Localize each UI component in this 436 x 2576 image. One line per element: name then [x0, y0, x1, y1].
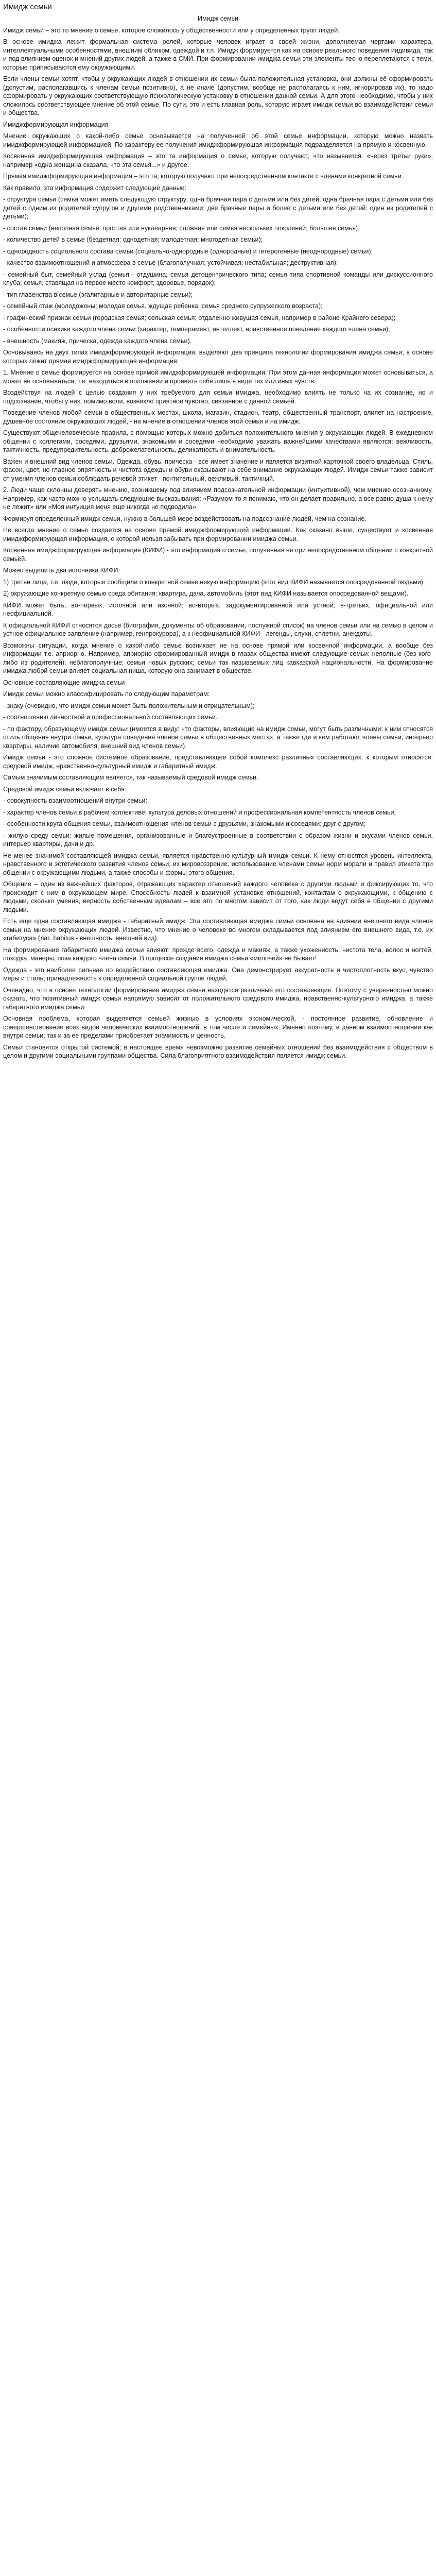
paragraph: Не всегда мнение о семье создается на основе прямой имиджформирующей информации. Как сказано выше, существует и косвенная имиджформирующая информация, о которой нельзя забывать при формировании имиджа семьи. — [3, 527, 433, 543]
paragraph: Можно выделить два источника КИФИ: — [3, 567, 120, 574]
paragraph: Косвенная имиджформирующая информация – это та информация о семье, которую получают, что называется, «через третьи руки», например «одна женщина сказала, что эта семья...» и другое. — [3, 152, 433, 168]
paragraph: Поведение членов любой семьи в общественных местах, школа, магазин, стадион, театр, общественный транспорт, влияет на настроение, душевное состояние окружающих людей, - на мнение в отношении членов этой семьи и на имидж. — [3, 409, 433, 425]
document-page — [0, 0, 436, 1069]
document-subtitle: Имидж семьи — [198, 15, 238, 22]
section-heading: Основные составляющие имиджа семьи — [3, 679, 125, 686]
paragraph: Имидж семьи можно классифицировать по следующим параметрам: — [3, 690, 210, 698]
paragraph: Основываясь на двух типах имиджформирующей информации, выделяют два принципа технологии формирования имиджа семьи, в основе которых лежит прямая имиджформирующая информация. — [3, 349, 433, 365]
paragraph: Имидж семьи – это то мнение о семье, которое сложилось у общественности или у определенных групп людей. — [3, 26, 340, 34]
paragraph: Возможны ситуации, когда мнение о какой-либо семье возникает не на основе прямой или косвенной информации, а вообще без информации т.е. априорно. Например, априорно сформированный имидж в глазах общества имеют следующие семьи: неполные (без кого-либо из родителей); неблагополучные; семьи новых русских; семьи так называемых лиц кавказской национальности. На формирование имиджа любой семьи влияет социальная ниша, которую она занимает в обществе. — [3, 641, 433, 674]
paragraph: - совокупность взаимоотношений внутри семьи; — [3, 797, 147, 804]
paragraph: Мнение окружающих о какой-либо семье основывается на полученной об этой семье информации, которую можно назвать имиджформирующей информацией. По характеру ее получения имиджформирующая информация подразделяется на прямую и косвенную. — [3, 132, 433, 148]
paragraph: - особенности психики каждого члена семьи (характер, темперамент, интеллект, нравственное поведение каждого члена семьи); — [3, 326, 390, 333]
paragraph: - знаку (очевидно, что имидж семьи может быть положительным и отрицательным); — [3, 702, 255, 709]
paragraph: - однородность социального состава семьи (социально-однородные (однородные) и гетерогенные (неоднородные) семьи); — [3, 247, 373, 255]
paragraph: Имидж семьи - это сложное системное образование, представляющее собой комплекс различных составляющих, к которым относятся: средовой имидж, нравственно-культурный имидж и габаритный имидж. — [3, 754, 433, 770]
document-body — [3, 26, 433, 1060]
paragraph: - характер членов семьи в рабочем коллективе: культура деловых отношений и профессиональная компетентность членов семьи; — [3, 808, 396, 816]
paragraph: 1) третьи лица, т.е. люди, которые сообщили о конкретной семье некую информацию (этот вид КИФИ называется опосредованной людьми); — [3, 578, 425, 586]
paragraph: - качество взаимоотношений и атмосфера в семье (благополучная; устойчивая; нестабильная; деструктивная); — [3, 259, 338, 266]
section-heading: Имиджформирующая информация — [3, 121, 109, 128]
paragraph: - семейный стаж (молодожены; молодая семья, ждущая ребенка; семья среднего супружеского возраста); — [3, 302, 323, 310]
paragraph: Не менее значимой составляющей имиджа семьи, является нравственно-культурный имидж семьи. К нему относятся уровень интеллекта, нравственного и эстетического развития членов семьи, их мировоззрение, использование членами семьи норм морали и правил этикета при общении с окружающими людьми, а также способы и формы этого общения. — [3, 852, 433, 876]
paragraph: - особенности круга общения семьи, взаимоотношения членов семьи с друзьями, знакомыми и соседями; друг с другом; — [3, 820, 365, 827]
paragraph: Прямая имиджформирующая информация – это та, которую получают при непосредственном контакте с членами конкретной семьи. — [3, 173, 404, 180]
paragraph: Важен и внешний вид членов семьи. Одежда, обувь, прическа - все имеет значение и является визитной карточкой своего владельца. Стиль, фасон, цвет, но главное опрятность и чистота одежды и обуви оказывают на себе внимание окружающих людей. Имидж семьи также зависит от умения членов семьи соблюдать речевой этикет - почтительный, вежливый, тактичный. — [3, 457, 433, 482]
paragraph: Косвенная имиджформирующая информация (КИФИ) - это информация о семье, полученная не при непосредственном общении с конкретной семьёй. — [3, 547, 433, 563]
paragraph: Семьи становятся открытой системой; в настоящее время невозможно развитие семейных отношений без взаимодействия с обществом в целом и другими социальными группами общества. Сила благоприятного взаимодействия является имидж семьи. — [3, 1043, 433, 1059]
paragraph: 2) окружающие конкретную семью среда обитания: квартира, дача, автомобиль (этот вид КИФИ называется опосредованной вещами). — [3, 590, 409, 597]
paragraph: 2. Люди чаще склонны доверять мнению, возникшему под влиянием подсознательной информации (интуитивной), чем мнению осознанному. Например, как часто можно услышать следующие высказывания: «Разумом-то я понимаю, что он делает правильно, а все равно душа к нему не лежит» или «Моя интуиция меня еще никогда не подводила». — [3, 486, 433, 511]
paragraph: Если члены семьи хотят, чтобы у окружающих людей в отношении их семьи была положительная установка, они должны её сформировать (допустим, располагавшись к членам семьи позитивно), а не иначе (допустим, вообще не располагаясь к ним, игнорировав их), то надо сформировать у окружающих соответствующую психологическую установку в отношении данной семьи. А для этого необходимо, чтобы у них сложилось соответствующее мнение об этой семье. По сути, это и есть главная роль, которую играет имидж семьи во взаимодействии семьи и общества. — [3, 75, 433, 116]
paragraph: - жилую среду семьи: жилые помещения, организованные и благоустроенные в соответствии с образом жизни и вкусами членов семьи, интерьер квартиры, дачи и др. — [3, 832, 433, 848]
paragraph: - семейный быт, семейный уклад (семья - отдушина; семья детоцентрического типа; семья типа спортивной команды или дискуссионного клуба; семья, ставящая на первое место комфорт, здоровье, порядок); — [3, 270, 433, 286]
paragraph: Формируя определенный имидж семьи, нужно в большей мере воздействовать на подсознание людей, чем на сознание. — [3, 515, 367, 522]
paragraph: - по фактору, образующему имидж семьи (имеется в виду: что факторы, влияющие на имидж семьи, могут быть различными: к ним относятся стиль общения внутри семьи, культура поведения членов семьи в общественных местах, а также где и кем работают члены семьи, интерьер квартиры, наличие автомобиля, внешний вид членов семьи). — [3, 725, 433, 750]
paragraph: - графический признак семьи (городская семья; сельская семья; отдаленно живущая семья, например в районе Крайнего севера); — [3, 314, 396, 321]
paragraph: Самым значимым составляющим является, так называемый средовой имидж семьи. — [3, 774, 258, 781]
paragraph: В основе имиджа лежит формальная система ролей, которые человек играет в своей жизни, дополняемая чертами характера, интеллектуальными особенностями, внешним обликом, одеждой и т.п. Имидж формируется как на основе реального поведения индивида, так и под влиянием оценок и мнений других людей, а также в СМИ. При формировании имиджа семьи эти элементы тесно переплетаются с теми, которые приписываются ему окружающими. — [3, 38, 433, 71]
paragraph: На формирование габаритного имиджа семьи влияют: прежде всего, одежда и макияж, а также ухоженность, чистота тела, волос и ногтей, походка, манеры, поза каждого члена семьи. В процессе создания имиджа семьи «мелочей» не бывает! — [3, 946, 433, 962]
paragraph: Очевидно, что в основе технологии формирования имиджа семьи находятся различные его составляющие. Поэтому с уверенностью можно сказать, что позитивный имидж семьи напрямую зависит от положительного средового имиджа, нравственно-культурного имиджа, а также габаритного имиджа семьи. — [3, 986, 433, 1011]
paragraph: Общение – один из важнейших факторов, отражающих характер отношений каждого человека с другими людьми и фиксирующих то, что происходит с ним в окружающем мире. Способность людей к взаимной установке отношений, контактам с окружающими, к общению с людьми, сколько умения, верность собственным идеалам – все это по многом зависит от того, как люди ведут себя в общении с другими людьми. — [3, 880, 433, 913]
page-title: Имидж семьи — [3, 3, 52, 11]
paragraph: Есть еще одна составляющая имиджа - габаритный имидж. Эта составляющая имиджа семьи основана на влиянии внешнего вида членов семьи на мнение окружающих людей. Известно, что мнение о человеке во многом складывается под влиянием его внешнего вида, т.е. их «габитуса» (лат. habitus - внешность, внешний вид). — [3, 918, 433, 942]
paragraph: Как правило, эта информация содержит следующие данные: — [3, 184, 187, 192]
paragraph: - тип главенства в семье (эгалитарные и авторитарные семьи); — [3, 291, 193, 298]
paragraph: - соотношению личностной и профессиональной составляющих семьи. — [3, 714, 218, 721]
paragraph: Воздействуя на людей с целью создания у них требуемого для семьи имиджа, необходимо влиять не только на их сознание, но и подсознание, чтобы у них, помимо воли, возникло приятное чувство, связанное с данной семьёй. — [3, 389, 433, 405]
paragraph: Основная проблема, которая выделяется семьей жизнью в условиях экономической, - постоянное развитие, обновление и совершенствование всех видов человеческих взаимоотношений, в том числе и семейных. Именно поэтому, в данном взаимоотношении как внутри семьи, так и за ее пределами приобретает значимость и ценность. — [3, 1015, 433, 1039]
paragraph: Существуют общечеловеческие правила, с помощью которых можно добиться положительного мнения у окружающих людей. В ежедневном общении с коллегами, соседями, друзьями, знакомыми и соседями необходимо уважать важнейшими качествами являются: вежливость, тактичность, предупредительность, доброжелательность, деликатность и внимательность. — [3, 429, 433, 453]
paragraph: Средовой имидж семьи включает в себя: — [3, 785, 127, 793]
paragraph: - внешность (макияж, прическа, одежда каждого члена семьи). — [3, 337, 192, 345]
paragraph: - состав семьи (неполная семья; простая или нуклеарная; сложная или семья нескольких поколений; большая семья); — [3, 224, 360, 232]
paragraph: 1. Мнение о семье формируется на основе прямой имиджформирующей информации. При этом данная информация может основываться, а может не основываться, т.е. находиться в положении и проявить себя лишь в виде тех или иных чувств. — [3, 369, 433, 385]
paragraph: - количество детей в семье (бездетная; однодетная; малодетная; многодетная семьи); — [3, 236, 263, 243]
paragraph: Одежда - это наиболее сильная по воздействию составляющая имиджа. Она демонстрирует аккуратность и чистоплотность вкус, чувство меры и стиль; принадлежность к определенной социальной группе людей. — [3, 966, 433, 982]
paragraph: К официальной КИФИ относятся досье (биография, документы об образовании, послужной список) на членов семьи или на семью в целом и устное официальное заявление (например, генпрокурора), а к неофициальной КИФИ - легенды, слухи, сплетни, анекдоты. — [3, 621, 433, 637]
paragraph: - структура семьи (семья может иметь следующую структуру: одна брачная пара с детьми или без детей; одна брачная пара с детьми или без детей с одним из родителей супругов и другими родственниками; две брачные пары и более с детьми или без детей; один из родителей с детьми); — [3, 196, 433, 220]
paragraph: КИФИ может быть, во-первых, источной или изонной; во-вторых, задокументированной или устной; в-третьих, официальной или неофициальной. — [3, 601, 433, 617]
